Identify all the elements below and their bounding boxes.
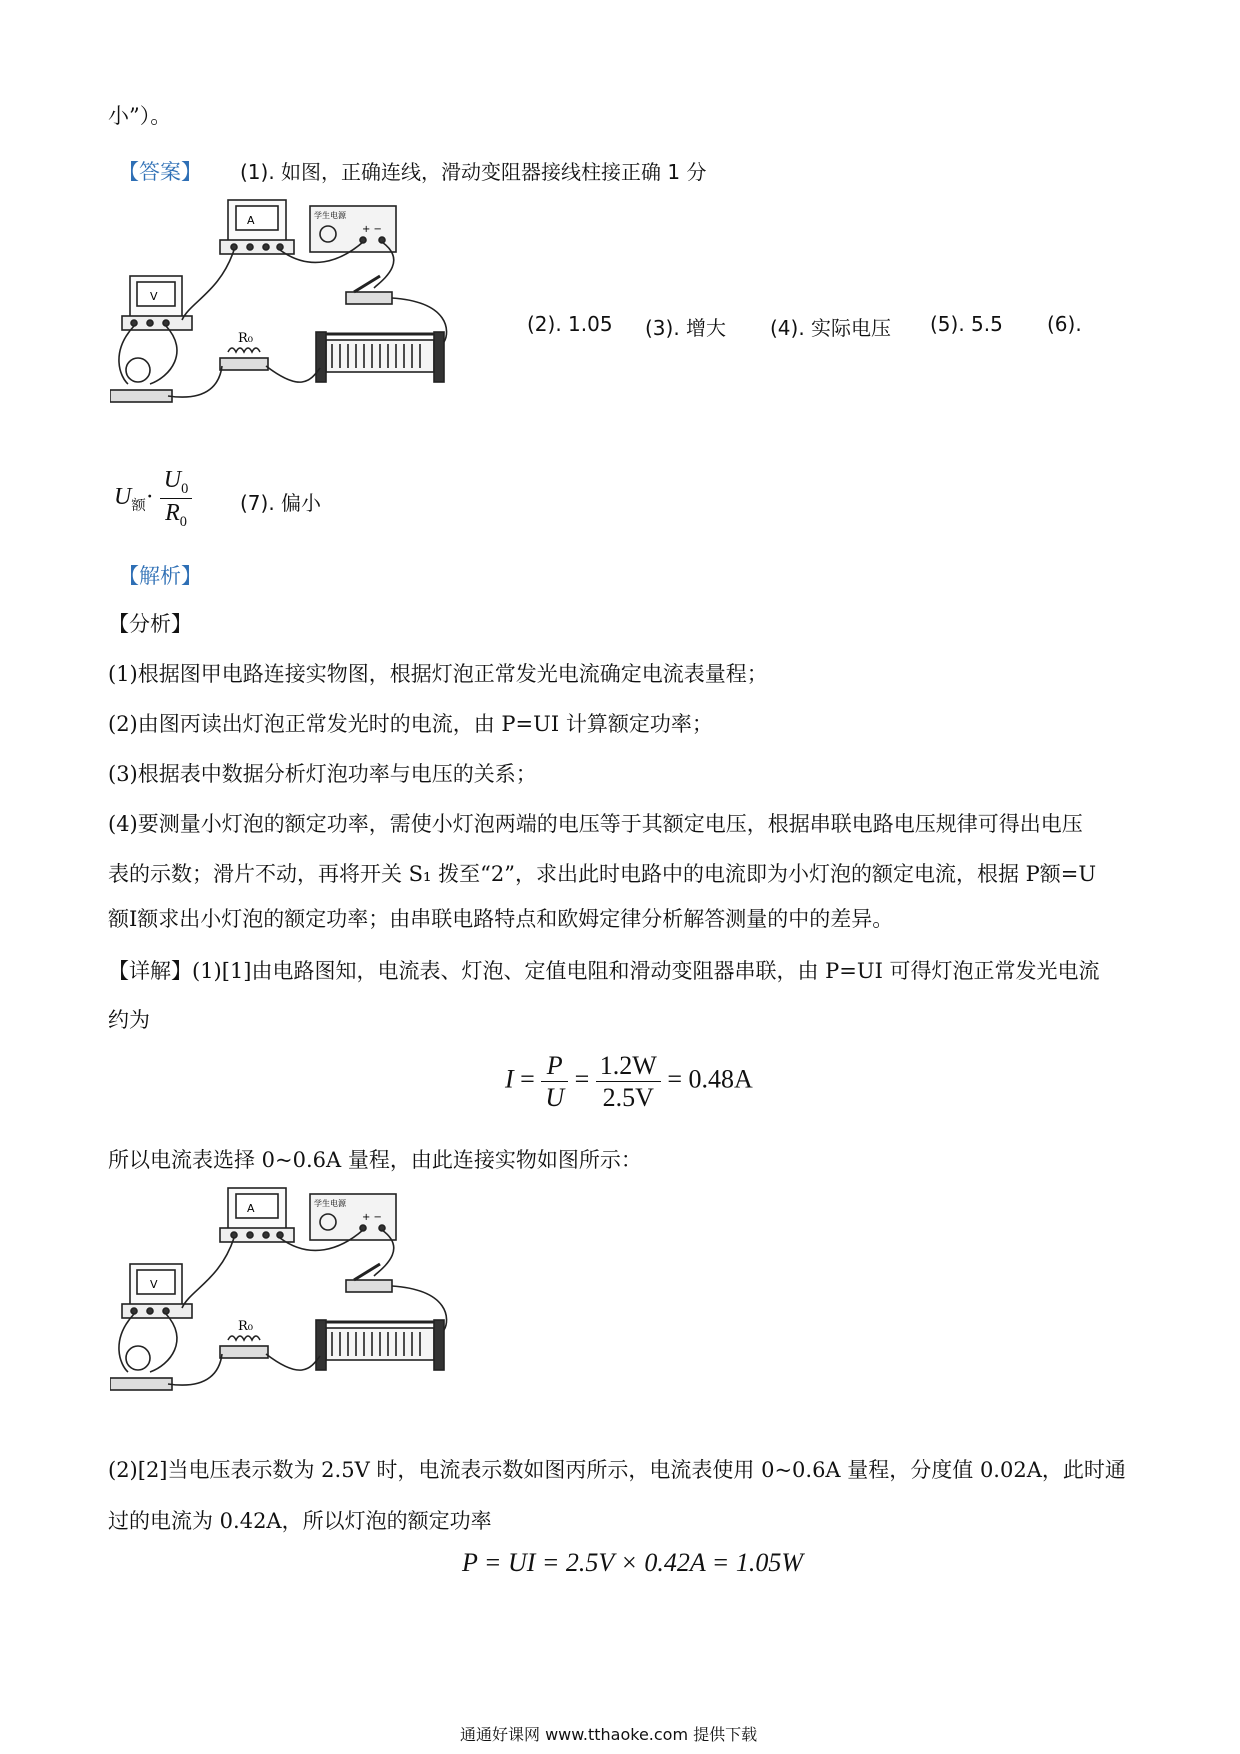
formula-current: I = $\frac{P}{U}$ = $\frac{1.2W}{2.5V}$ = 0.48A xyxy=(505,1051,753,1113)
supply-label: 学生电源 xyxy=(314,1199,346,1208)
analysis-4a: (4)要测量小灯泡的额定功率，需使小灯泡两端的电压等于其额定电压，根据串联电路电压规律可得出电压 xyxy=(108,812,1083,836)
detail-1: 【详解】(1)[1]由电路图知，电流表、灯泡、定值电阻和滑动变阻器串联，由 P=UI 可得灯泡正常发光电流 xyxy=(108,959,1100,983)
circuit-diagram-1 xyxy=(110,192,495,442)
answer-tag: 【答案】 xyxy=(118,160,202,184)
answer-4: (4). 实际电压 xyxy=(770,316,892,340)
resistor-label: R₀ xyxy=(238,1319,253,1334)
intro-fragment: 小”）。 xyxy=(108,104,172,128)
voltmeter-label: V xyxy=(150,1278,158,1291)
detail-2: 所以电流表选择 0~0.6A 量程，由此连接实物如图所示： xyxy=(108,1148,642,1172)
ammeter-label: A xyxy=(247,214,255,227)
answer-2: (2). 1.05 xyxy=(527,312,613,336)
supply-pm: + − xyxy=(362,1212,382,1223)
answer-7: (7). 偏小 xyxy=(240,491,322,515)
formula-answer-6: $U_额\cdot$ $\frac{U_0}{R_0}$ xyxy=(114,466,192,531)
detail-1b: 约为 xyxy=(108,1008,150,1032)
analysis-1: (1)根据图甲电路连接实物图，根据灯泡正常发光电流确定电流表量程； xyxy=(108,662,768,686)
analysis-4b: 表的示数；滑片不动，再将开关 S₁ 拨至“2”，求出此时电路中的电流即为小灯泡的额定电流，根据 P额=U xyxy=(108,862,1097,886)
answer-5: (5). 5.5 xyxy=(930,312,1003,336)
supply-label: 学生电源 xyxy=(314,211,346,220)
page-footer: 通通好课网 www.tthaoke.com 提供下载 xyxy=(460,1725,758,1744)
analysis-2: (2)由图丙读出灯泡正常发光时的电流，由 P=UI 计算额定功率； xyxy=(108,712,713,736)
resistor-label: R₀ xyxy=(238,331,253,346)
answer-1: (1). 如图，正确连线，滑动变阻器接线柱接正确 1 分 xyxy=(240,160,707,184)
circuit-diagram-2 xyxy=(110,1180,495,1430)
answer-3: (3). 增大 xyxy=(645,316,727,340)
detail-3b: 过的电流为 0.42A，所以灯泡的额定功率 xyxy=(108,1509,492,1533)
ammeter-label: A xyxy=(247,1202,255,1215)
analysis-4c: 额I额求出小灯泡的额定功率；由串联电路特点和欧姆定律分析解答测量的中的差异。 xyxy=(108,907,894,931)
jiexi-tag: 【解析】 xyxy=(118,564,202,588)
detail-3a: (2)[2]当电压表示数为 2.5V 时，电流表示数如图丙所示，电流表使用 0~0.6A 量程，分度值 0.02A，此时通 xyxy=(108,1458,1126,1482)
voltmeter-label: V xyxy=(150,290,158,303)
supply-pm: + − xyxy=(362,224,382,235)
answer-6: (6). xyxy=(1047,312,1082,336)
fenxi-heading: 【分析】 xyxy=(108,612,192,636)
formula-power: P = UI = 2.5V × 0.42A = 1.05W xyxy=(462,1548,804,1577)
analysis-3: (3)根据表中数据分析灯泡功率与电压的关系； xyxy=(108,762,537,786)
